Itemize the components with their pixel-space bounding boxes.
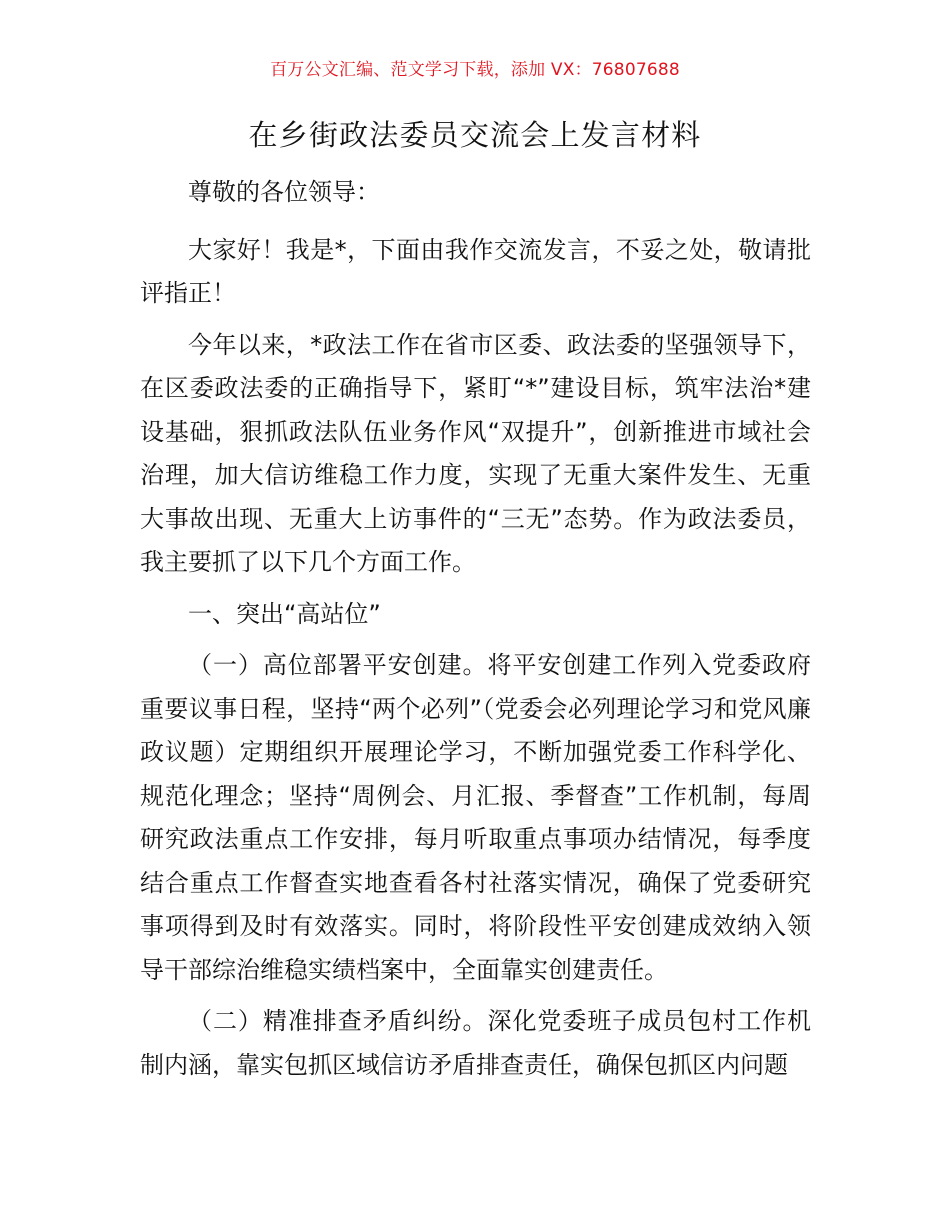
paragraph-subsection-1: （一）高位部署平安创建。将平安创建工作列入党委政府重要议事日程，坚持“两个必列”（党委会必列理论学习和党风廉政议题）定期组织开展理论学习，不断加强党委工作科学化、规范化理念；坚持“周例会、月汇报、季督查”工作机制，每周研究政法重点工作安排，每月听取重点事项办结情况，每季度结合重点工作督查实地查看各村社落实情况，确保了党委研究事项得到及时有效落实。同时，将阶段性平安创建成效纳入领导干部综治维稳实绩档案中，全面靠实创建责任。: [140, 651, 811, 984]
paragraph-overview: 今年以来，*政法工作在省市区委、政法委的坚强领导下，在区委政法委的正确指导下，紧盯“*”建设目标，筑牢法治*建设基础，狠抓政法队伍业务作风“双提升”，创新推进市域社会治理，加大信访维稳工作力度，实现了无重大案件发生、无重大事故出现、无重大上访事件的“三无”态势。作为政法委员，我主要抓了以下几个方面工作。: [140, 330, 811, 576]
document-title: 在乡街政法委员交流会上发言材料: [248, 118, 702, 152]
paragraph-greeting: 大家好！我是*，下面由我作交流发言，不妥之处，敬请批评指正！: [140, 235, 811, 307]
salutation: 尊敬的各位领导：: [188, 178, 380, 206]
document-body: [140, 171, 811, 1095]
section-heading-1: 一、突出“高站位”: [188, 599, 381, 628]
header-watermark-note: 百万公文汇编、范文学习下载，添加 VX：76807688: [270, 60, 680, 80]
paragraph-subsection-2: （二）精准排查矛盾纠纷。深化党委班子成员包村工作机制内涵，靠实包抓区域信访矛盾排查责任，确保包抓区内问题: [140, 1007, 811, 1079]
